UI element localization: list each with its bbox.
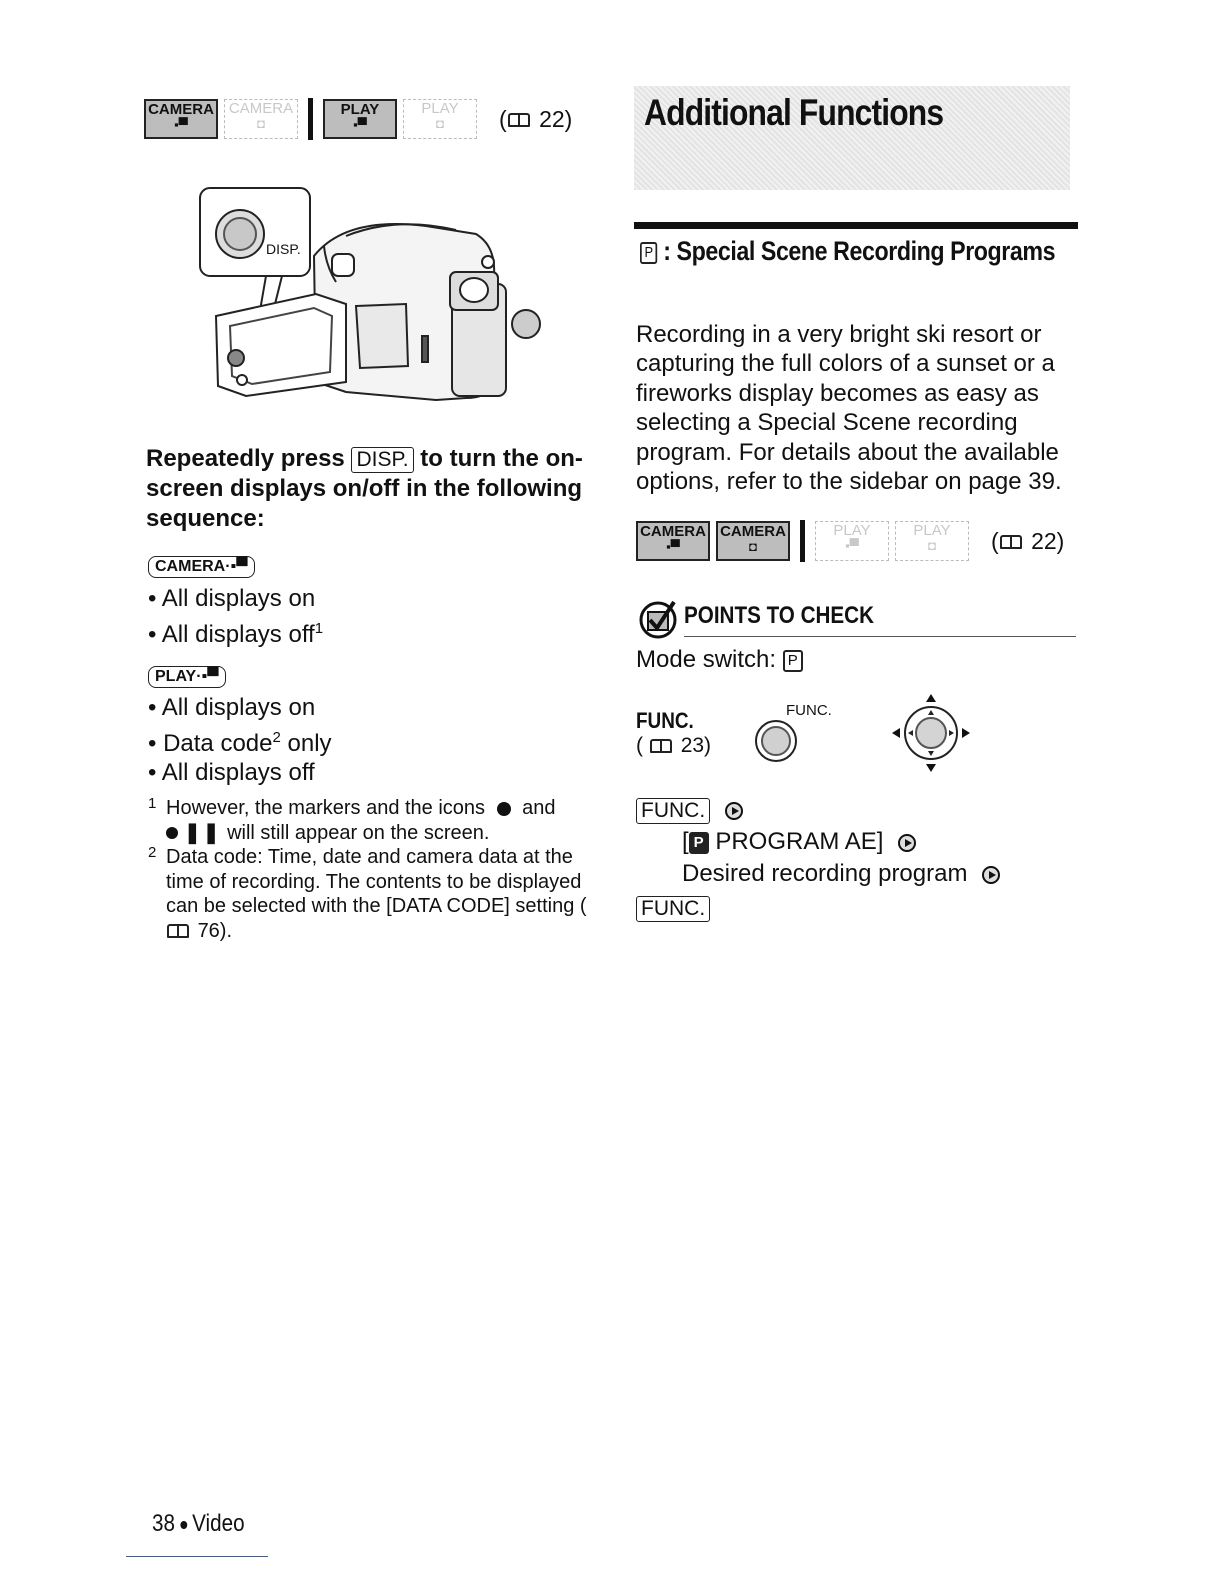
mode-badge-camera-photo <box>224 99 298 139</box>
section-heading <box>640 236 1055 267</box>
list-item: • Data code$^2$ only <box>148 728 332 757</box>
mode-separator <box>800 520 805 562</box>
checkmark-icon <box>638 598 680 640</box>
func-button-icon <box>754 718 798 764</box>
step-4 <box>636 894 710 922</box>
mode-badge-play-photo <box>895 521 969 561</box>
list-item: • All displays on <box>148 694 316 721</box>
mode-badge-camera-movie <box>636 521 710 561</box>
photo-icon: ◘ <box>749 539 757 554</box>
photo-icon: ◘ <box>928 538 936 553</box>
photo-icon: ◘ <box>436 116 444 131</box>
mode-badge-label: CAMERA <box>148 101 214 118</box>
mode-badge-label: PLAY <box>340 101 380 118</box>
movie-icon: ▪▀ <box>353 117 367 132</box>
footer-section: Video <box>192 1510 245 1537</box>
movie-icon: ▪▀ <box>174 117 188 132</box>
footnotes <box>148 796 588 943</box>
mode-badge-label: PLAY <box>421 100 459 117</box>
footnote-2: 2 Data code: Time, date and camera data at the time of recording. The contents to be displayed can be selected with the [DATA CODE] setting ( 76). <box>148 844 587 942</box>
page-reference: ( 22) <box>499 105 573 132</box>
record-dot-icon <box>497 802 511 816</box>
next-arrow-icon <box>898 834 916 852</box>
mode-badge-label: PLAY <box>913 522 951 539</box>
mode-badge-play-movie <box>323 99 397 139</box>
movie-icon: ▪▀ <box>666 539 680 554</box>
section-heading-text: : Special Scene Recording Programs <box>663 236 1056 266</box>
mode-separator <box>308 98 313 140</box>
mode-badge-play-movie <box>815 521 889 561</box>
mode-badge-label: CAMERA <box>640 523 706 540</box>
disp-key: DISP. <box>351 447 413 473</box>
mode-indicators-right <box>636 520 1064 562</box>
page-title: Additional Functions <box>644 92 944 133</box>
photo-icon: ◘ <box>257 116 265 131</box>
movie-icon: ▪▀ <box>845 538 859 553</box>
footer-rule <box>126 1556 268 1557</box>
program-ae-icon: P <box>640 242 657 264</box>
title-banner <box>634 86 1070 190</box>
page-reference: ( 22) <box>991 527 1065 554</box>
bullet-separator <box>180 1521 187 1529</box>
pause-icon: ❚❚ <box>184 821 222 844</box>
step-2: [ P PROGRAM AE] <box>682 828 916 856</box>
points-to-check-title: POINTS TO CHECK <box>684 602 874 629</box>
play-movie-mode-tag: PLAY·▪▀ <box>148 666 226 688</box>
next-arrow-icon <box>725 802 743 820</box>
camera-sequence-list <box>148 584 323 649</box>
joystick-icon <box>890 692 972 774</box>
camera-movie-mode-tag: CAMERA·▪▀ <box>148 556 255 578</box>
step-3: Desired recording program <box>682 860 1000 888</box>
list-item: • All displays off$^1$ <box>148 619 324 648</box>
mode-badge-play-photo <box>403 99 477 139</box>
program-ae-icon: P <box>689 832 709 854</box>
footnote-1: 1 However, the markers and the icons and ❚❚ will still appear on the screen. <box>148 795 556 844</box>
mode-badge-camera-movie <box>144 99 218 139</box>
list-item: • All displays on <box>148 585 316 612</box>
page-footer <box>152 1510 245 1538</box>
page-number: 38 <box>152 1510 175 1537</box>
book-icon <box>508 113 530 127</box>
program-ae-icon: P <box>783 650 803 672</box>
mode-badge-label: CAMERA <box>228 100 294 117</box>
disp-label: DISP. <box>266 241 301 257</box>
camcorder-illustration <box>196 186 546 412</box>
func-button-label: FUNC. <box>786 702 832 719</box>
func-key: FUNC. <box>636 798 710 824</box>
play-sequence-list <box>148 693 332 788</box>
book-icon <box>650 739 672 753</box>
func-page-reference: ( 23) <box>636 734 712 757</box>
record-dot-icon <box>166 827 178 839</box>
points-rule <box>684 636 1076 637</box>
next-arrow-icon <box>982 866 1000 884</box>
intro-paragraph: Recording in a very bright ski resort or capturing the full colors of a sunset or a fireworks display becomes as easy as selecting a Special Scene recording program. For details about the available options, refer to the sidebar on page 39. <box>636 321 1062 496</box>
list-item: • All displays off <box>148 759 315 786</box>
func-key: FUNC. <box>636 896 710 922</box>
mode-badge-label: PLAY <box>833 522 871 539</box>
mode-badge-label: CAMERA <box>720 523 786 540</box>
mode-switch-line: Mode switch: P <box>636 646 803 674</box>
func-label: FUNC. <box>636 708 694 733</box>
book-icon <box>167 924 189 938</box>
instruction-heading: Repeatedly press DISP. to turn the on-screen displays on/off in the following sequence: <box>146 445 583 532</box>
book-icon <box>1000 535 1022 549</box>
mode-badge-camera-photo <box>716 521 790 561</box>
section-rule <box>634 222 1078 229</box>
step-1 <box>636 796 743 824</box>
mode-indicators-left <box>144 98 572 140</box>
